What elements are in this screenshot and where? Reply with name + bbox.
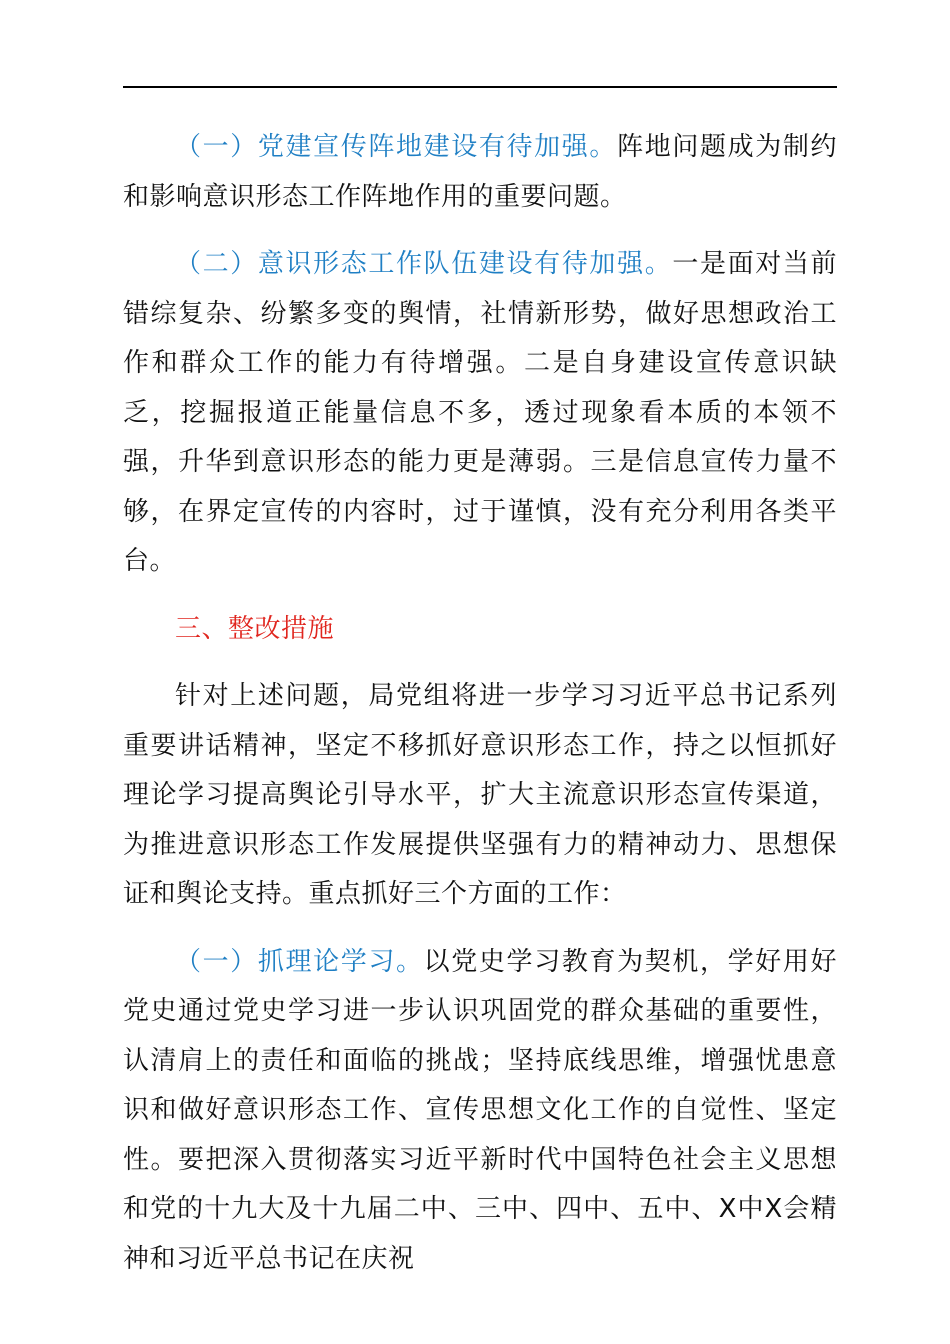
- heading-issue-2: （二）意识形态工作队伍建设有待加强。: [175, 249, 673, 279]
- paragraph-rectification-intro: 针对上述问题，局党组将进一步学习习近平总书记系列重要讲话精神，坚定不移抓好意识形态工作，持之以恒抓好理论学习提高舆论引导水平，扩大主流意识形态宣传渠道，为推进意识形态工作发展提供坚强有力的精神动力、思想保证和舆论支持。重点抓好三个方面的工作：: [123, 681, 837, 909]
- document-body: [123, 123, 837, 1284]
- body-theory-study: 以党史学习教育为契机，学好用好党史通过党史学习进一步认识巩固党的群众基础的重要性，认清肩上的责任和面临的挑战；坚持底线思维，增强忧患意识和做好意识形态工作、宣传思想文化工作的自觉性、坚定性。要把深入贯彻落实习近平新时代中国特色社会主义思想和党的十九大及十九届二中、三中、四中、五中、X中X会精神和习近平总书记在庆祝: [123, 946, 837, 1274]
- section-title-rectification: 三、整改措施: [175, 613, 335, 644]
- paragraph-issue-1: [123, 123, 837, 222]
- paragraph-issue-2: [123, 240, 837, 587]
- body-issue-2: 一是面对当前错综复杂、纷繁多变的舆情，社情新形势，做好思想政治工作和群众工作的能力有待增强。二是自身建设宣传意识缺乏，挖掘报道正能量信息不多，透过现象看本质的本领不强，升华到意识形态的能力更是薄弱。三是信息宣传力量不够，在界定宣传的内容时，过于谨慎，没有充分利用各类平台。: [123, 249, 837, 576]
- paragraph-theory-study: [123, 938, 837, 1285]
- heading-issue-1: （一）党建宣传阵地建设有待加强。: [175, 132, 618, 162]
- header-rule: [123, 86, 837, 88]
- heading-theory-study: （一）抓理论学习。: [175, 946, 424, 977]
- body-issue-1: 阵地问题成为制约和影响意识形态工作阵地作用的重要问题。: [123, 132, 837, 212]
